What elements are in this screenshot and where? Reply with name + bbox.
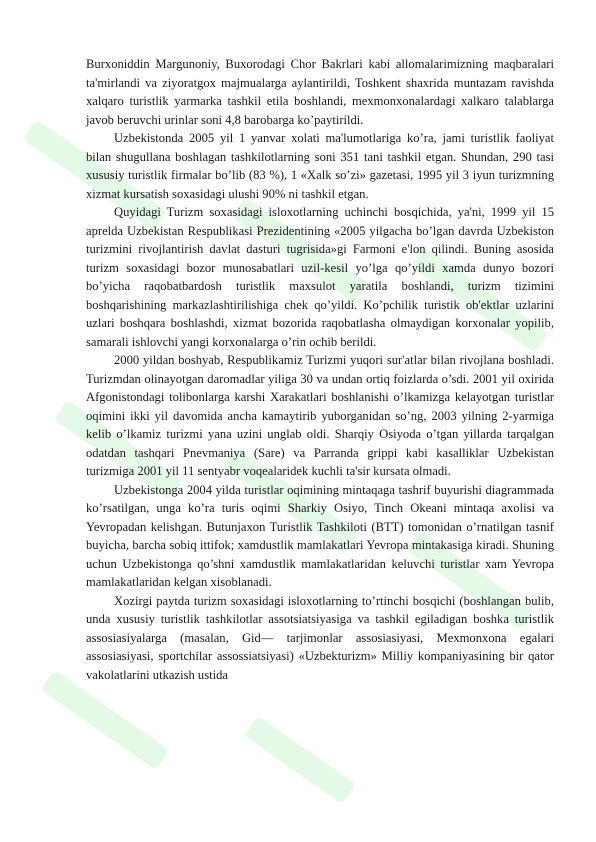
- paragraph-4: 2000 yildan boshyab, Respublikamiz Turizmi yuqori sur'atlar bilan rivojlana boshladi. Turizmdan olinayotgan daromadlar yiliga 30 va undan ortiq foizlarda o’sdi. 2001 yil oxirida Afgonistondagi tolibonlarga karshi Xarakatlari boshlanishi o’lkamizga kelayotgan turistlar oqimini ikki yil davomida ancha kamaytirib yuborganidan so’ng, 2003 yilning 2-yarmiga kelib o’lkamiz turizmi yana uzini unglab oldi. Sharqiy Osiyoda o’tgan yillarda tarqalgan odatdan tashqari Pnevmaniya (Sare) va Parranda grippi kabi kasalliklar Uzbekistan turizmiga 2001 yil 11 sentyabr voqealaridek kuchli ta'sir kursata olmadi.: [86, 353, 554, 478]
- paragraph-6: Xozirgi paytda turizm soxasidagi isloxotlarning to’rtinchi bosqichi (boshlangan bulib, unda xususiy turistlik tashkilotlar assotsiatsiyasiga va tashkil egiladigan boshka turistlik assosiasiyalarga (masalan, Gid— tarjimonlar assosiasiyasi, Mexmonxona egalari assosiasiyasi, sportchilar assossiatsiyasi) «Uzbekturizm» Milliy kompaniyasining bir qator vakolatlarini utkazish ustida: [86, 593, 554, 682]
- watermark-band: [41, 670, 169, 770]
- paragraph-1: Burxoniddin Margunoniy, Buxorodagi Chor Bakrlari kabi allomalarimizning maqbaralari ta'mirlandi va ziyoratgox majmualarga aylantirildi, Toshkent shaxrida muntazam ravishda xalqaro turistlik yarmarka tashkil etila boshlandi, mexmonxonalardagi xalkaro talablarga javob beruvchi urinlar soni 4,8 barobarga ko’paytirildi.: [86, 57, 554, 127]
- watermark-band: [244, 716, 356, 804]
- paragraph-5: Uzbekistonga 2004 yilda turistlar oqimining mintaqaga tashrif buyurishi diagrammada ko’rsatilgan, unga ko’ra turis oqimi Sharkiy Osiyo, Tinch Okeani mintaqa axolisi va Yevropadan kelishgan. Butunjaxon Turistlik Tashkiloti (BTT) tomonidan o’rnatilgan tasnif buyicha, barcha sobiq ittifok; xamdustlik mamlakatlari Yevropa mintakasiga kiradi. Shuning uchun Uzbekistonga qo’shni xamdustlik mamlakatlaridan keluvchi turistlar xam Yevropa mamlakatlaridan kelgan xisoblanadi.: [86, 482, 554, 589]
- paragraph-3: Quyidagi Turizm soxasidagi isloxotlarning uchinchi bosqichida, ya'ni, 1999 yil 15 aprelda Uzbekistan Respublikasi Prezidentining «2005 yilgacha bo’lgan davrda Uzbekiston turizmini rivojlantirish davlat dasturi tugrisida»gi Farmoni e'lon qilindi. Buning asosida turizm soxasidagi bozor munosabatlari uzil-kesil yo’lga qo’yildi xamda dunyo bozori bo’yicha raqobatbardosh turistlik maxsulot yaratila boshlandi, turizm tizimini boshqarishining markazlashtirilishiga chek qo’yildi. Ko’pchilik turistik ob'ektlar uzlarini uzlari boshqara boshlashdi, xizmat bozorida raqobatlasha olmaydigan korxonalar yopilib, samarali ishlovchi yangi korxonalarga o’rin ochib berildi.: [86, 205, 554, 349]
- paragraph-2: Uzbekistonda 2005 yil 1 yanvar xolati ma'lumotlariga ko’ra, jami turistlik faoliyat bilan shugullana boshlagan tashkilotlarning soni 351 tani tashkil etgan. Shundan, 290 tasi xususiy turistlik firmalar bo’lib (83 %), 1 «Xalk so’zi» gazetasi, 1995 yil 3 iyun turizmning xizmat kursatish soxasidagi ulushi 90% ni tashkil etgan.: [86, 131, 554, 201]
- body-text: [86, 55, 554, 684]
